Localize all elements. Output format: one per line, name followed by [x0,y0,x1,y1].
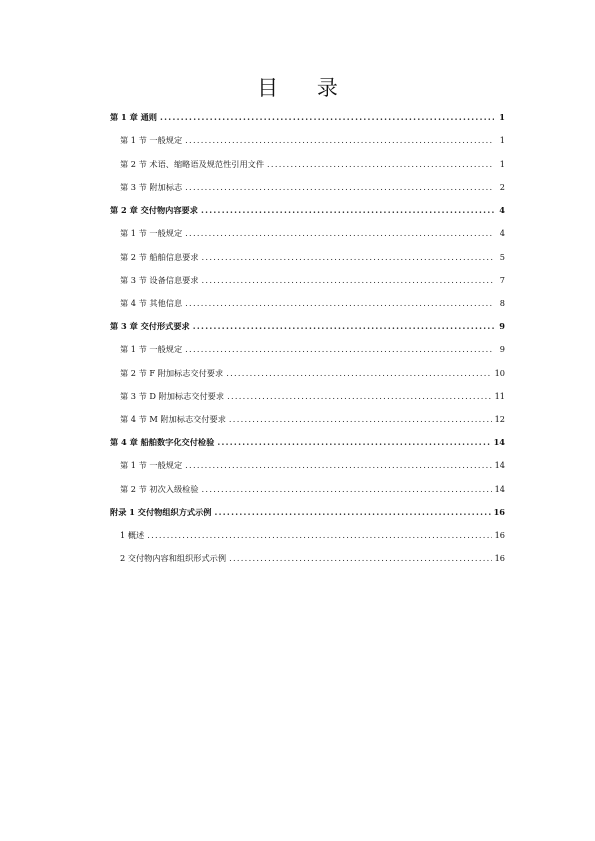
toc-page-number: 1 [499,135,505,145]
toc-dot-leader [217,436,490,448]
toc-section-entry[interactable] [120,251,505,263]
toc-section-entry[interactable] [120,158,505,170]
toc-section-entry[interactable] [120,297,505,309]
toc-entry-text: 第 2 节 F 附加标志交付要求 [120,368,224,378]
toc-page-number: 9 [499,321,505,331]
toc-page-number: 16 [494,530,505,540]
toc-page-number: 5 [499,252,505,262]
toc-entry-text: 第 2 章 交付物内容要求 [110,205,198,215]
toc-section-entry[interactable] [120,367,505,379]
toc-entry-text: 第 2 节 船舶信息要求 [120,252,199,262]
toc-dot-leader [185,343,494,355]
toc-chapter-entry[interactable] [110,436,505,448]
toc-dot-leader [229,413,492,425]
toc-section-entry[interactable] [120,552,505,564]
toc-entry-text: 第 4 节 其他信息 [120,298,183,308]
toc-chapter-entry[interactable] [110,320,505,332]
toc-entry-text: 1 概述 [120,530,145,540]
toc-dot-leader [193,320,494,332]
toc-page-number: 9 [499,344,505,354]
toc-dot-leader [185,297,494,309]
toc-dot-leader [226,367,491,379]
toc-section-entry[interactable] [120,134,505,146]
toc-page-number: 1 [499,112,505,122]
toc-dot-leader [202,274,494,286]
toc-page-number: 11 [494,391,505,401]
toc-dot-leader [227,390,492,402]
toc-section-entry[interactable] [120,181,505,193]
toc-page-number: 14 [494,484,505,494]
toc-page-number: 4 [499,228,505,238]
toc-entry-text: 第 3 节 附加标志 [120,182,183,192]
toc-page-number: 7 [499,275,505,285]
toc-dot-leader [160,111,494,123]
toc-dot-leader [202,251,494,263]
toc-title: 目 录 [257,76,354,100]
toc-dot-leader [185,227,494,239]
toc-section-entry[interactable] [120,459,505,471]
toc-section-entry[interactable] [120,227,505,239]
toc-dot-leader [202,483,492,495]
toc-dot-leader [214,506,490,518]
toc-page-number: 16 [493,507,505,517]
toc-entry-text: 第 1 节 一般规定 [120,460,183,470]
toc-entry-text: 2 交付物内容和组织形式示例 [120,553,227,563]
toc-page-number: 4 [499,205,505,215]
toc-entry-text: 第 4 节 M 附加标志交付要求 [120,414,226,424]
toc-section-entry[interactable] [120,343,505,355]
toc-dot-leader [267,158,494,170]
toc-section-entry[interactable] [120,274,505,286]
toc-section-entry[interactable] [120,413,505,425]
toc-chapter-entry[interactable] [110,204,505,216]
toc-section-entry[interactable] [120,529,505,541]
toc-page-number: 12 [494,414,505,424]
toc-dot-leader [185,181,494,193]
toc-appendix-entry[interactable] [110,506,505,518]
toc-entry-text: 第 3 节 D 附加标志交付要求 [120,391,225,401]
toc-page-number: 16 [494,553,505,563]
toc-entry-text: 附录 1 交付物组织方式示例 [110,507,212,517]
toc-entry-text: 第 2 节 初次入级检验 [120,484,199,494]
toc-entry-text: 第 3 节 设备信息要求 [120,275,199,285]
toc-section-entry[interactable] [120,483,505,495]
toc-entry-text: 第 2 节 术语、缩略语及规范性引用文件 [120,159,265,169]
toc-section-entry[interactable] [120,390,505,402]
toc-dot-leader [185,459,491,471]
toc-dot-leader [185,134,494,146]
toc-page-number: 1 [499,159,505,169]
toc-chapter-entry[interactable] [110,111,505,123]
toc-entry-text: 第 1 章 通则 [110,112,157,122]
toc-page-number: 8 [499,298,505,308]
toc-dot-leader [147,529,491,541]
toc-page-number: 10 [494,368,505,378]
toc-entry-text: 第 1 节 一般规定 [120,135,183,145]
toc-page-number: 2 [499,182,505,192]
toc-dot-leader [229,552,492,564]
toc-entry-text: 第 4 章 船舶数字化交付检验 [110,437,215,447]
toc-page-number: 14 [494,460,505,470]
toc-entry-text: 第 1 节 一般规定 [120,344,183,354]
toc-dot-leader [201,204,494,216]
toc-page-number: 14 [493,437,505,447]
toc-entry-text: 第 1 节 一般规定 [120,228,183,238]
toc-entry-text: 第 3 章 交付形式要求 [110,321,190,331]
